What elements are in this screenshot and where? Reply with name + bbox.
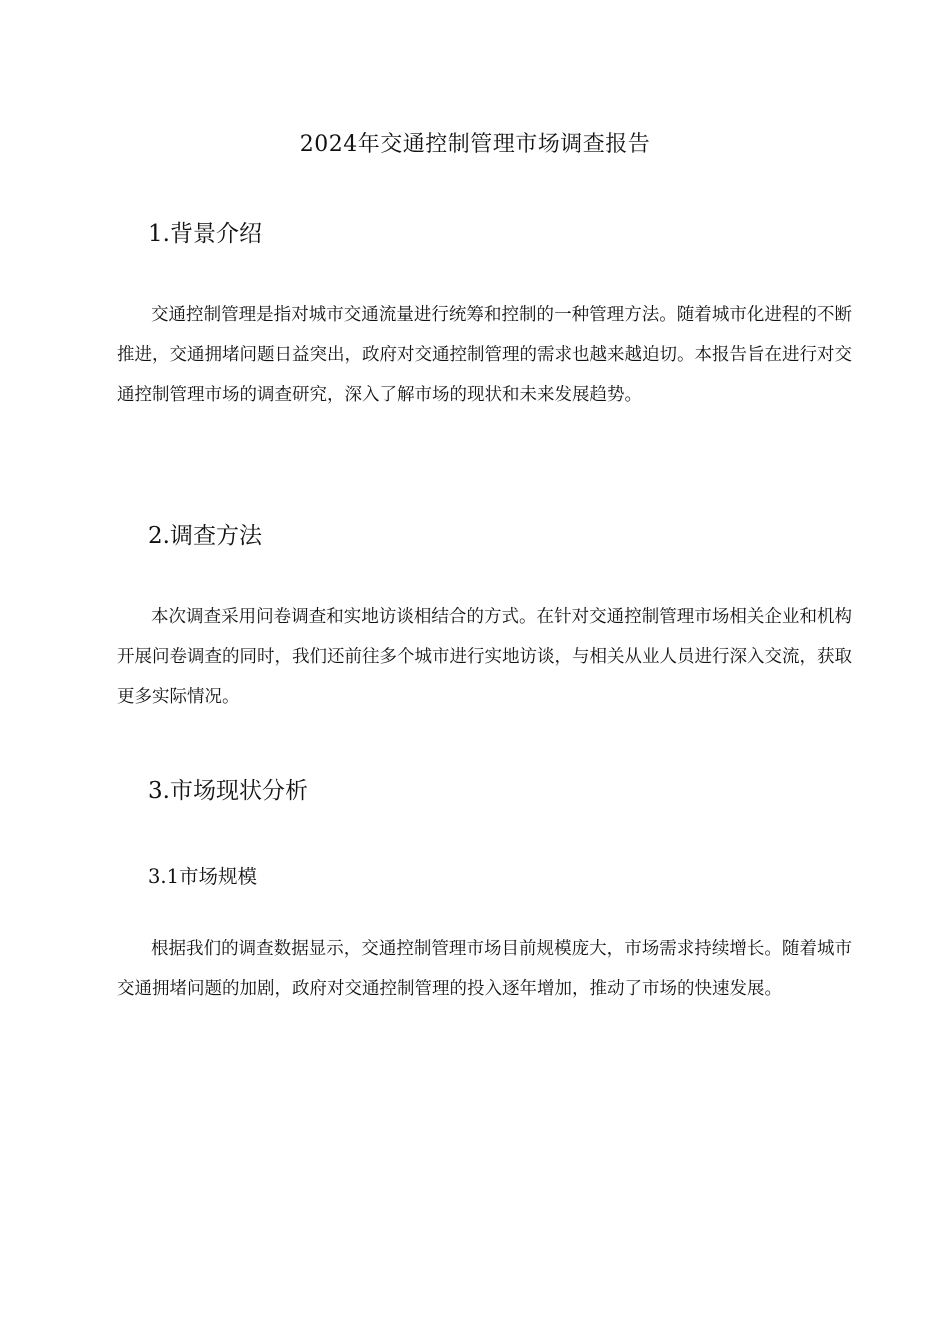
section-heading-method: 2.调查方法 <box>148 523 262 549</box>
document-title: 2024年交通控制管理市场调查报告 <box>299 132 651 157</box>
subsection-heading-market-scale: 3.1市场规模 <box>148 865 258 888</box>
subsection-paragraph-market-scale: 根据我们的调查数据显示，交通控制管理市场目前规模庞大，市场需求持续增长。随着城市交通拥堵问题的加剧，政府对交通控制管理的投入逐年增加，推动了市场的快速发展。 <box>117 939 852 999</box>
section-heading-background: 1.背景介绍 <box>148 221 262 247</box>
section-heading-market-status: 3.市场现状分析 <box>148 778 308 804</box>
section-paragraph-background: 交通控制管理是指对城市交通流量进行统筹和控制的一种管理方法。随着城市化进程的不断推进，交通拥堵问题日益突出，政府对交通控制管理的需求也越来越迫切。本报告旨在进行对交通控制管理市场的调查研究，深入了解市场的现状和未来发展趋势。 <box>117 305 852 405</box>
section-paragraph-method: 本次调查采用问卷调查和实地访谈相结合的方式。在针对交通控制管理市场相关企业和机构开展问卷调查的同时，我们还前往多个城市进行实地访谈，与相关从业人员进行深入交流，获取更多实际情况。 <box>117 607 852 707</box>
